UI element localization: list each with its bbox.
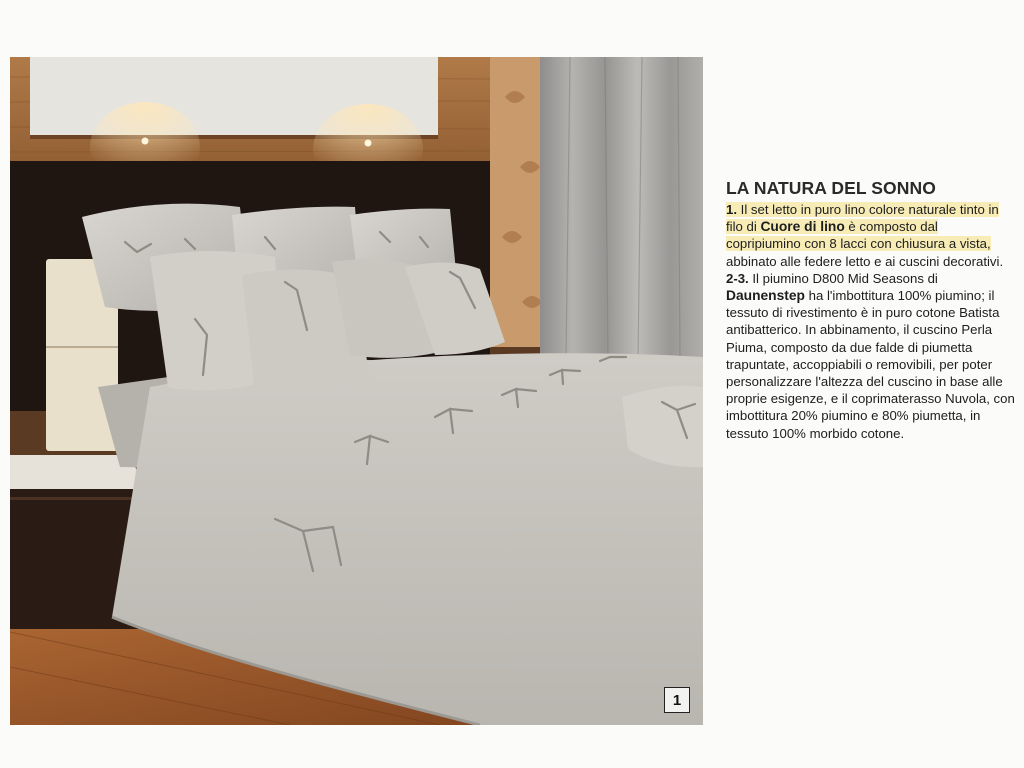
bedroom-illustration [10, 57, 703, 725]
article-body [726, 201, 1016, 442]
brand-cuore-di-lino: Cuore di lino [760, 219, 845, 235]
item-number-1: 1. [726, 202, 737, 217]
paragraph-1-text-b: è composto dal copripiumino con 8 lacci con chiusura a vista, [726, 219, 991, 252]
paragraph-1-text-a: Il set letto in puro lino colore naturale tinto in filo di [726, 202, 999, 235]
article-heading: LA NATURA DEL SONNO [726, 178, 936, 198]
figure-number-badge: 1 [664, 687, 690, 713]
bedroom-photo [10, 57, 703, 725]
highlighted-passage [726, 202, 999, 251]
item-number-2-3: 2-3. [726, 270, 749, 286]
paragraph-2-text-a: Il piumino D800 Mid Seasons di [748, 270, 938, 286]
paragraph-2-text-b: ha l'imbottitura 100% piumino; il tessuto di rivestimento è in puro cotone Batista antibatterico. In abbinamento, il cuscino Perla Piuma, composto da due falde di piumetta trapuntate, accoppiabili o removibili, per poter personalizzare l'altezza del cuscino in base alle proprie esigenze, e il coprimaterasso Nuvola, con imbottitura 20% piumino e 80% piumetta, in tessuto 100% morbido cotone. [726, 288, 1015, 441]
brand-daunenstep: Daunenstep [726, 288, 805, 304]
article-column [726, 178, 1016, 442]
paragraph-1-text-c: abbinato alle federe letto e ai cuscini decorativi. [726, 253, 1004, 269]
